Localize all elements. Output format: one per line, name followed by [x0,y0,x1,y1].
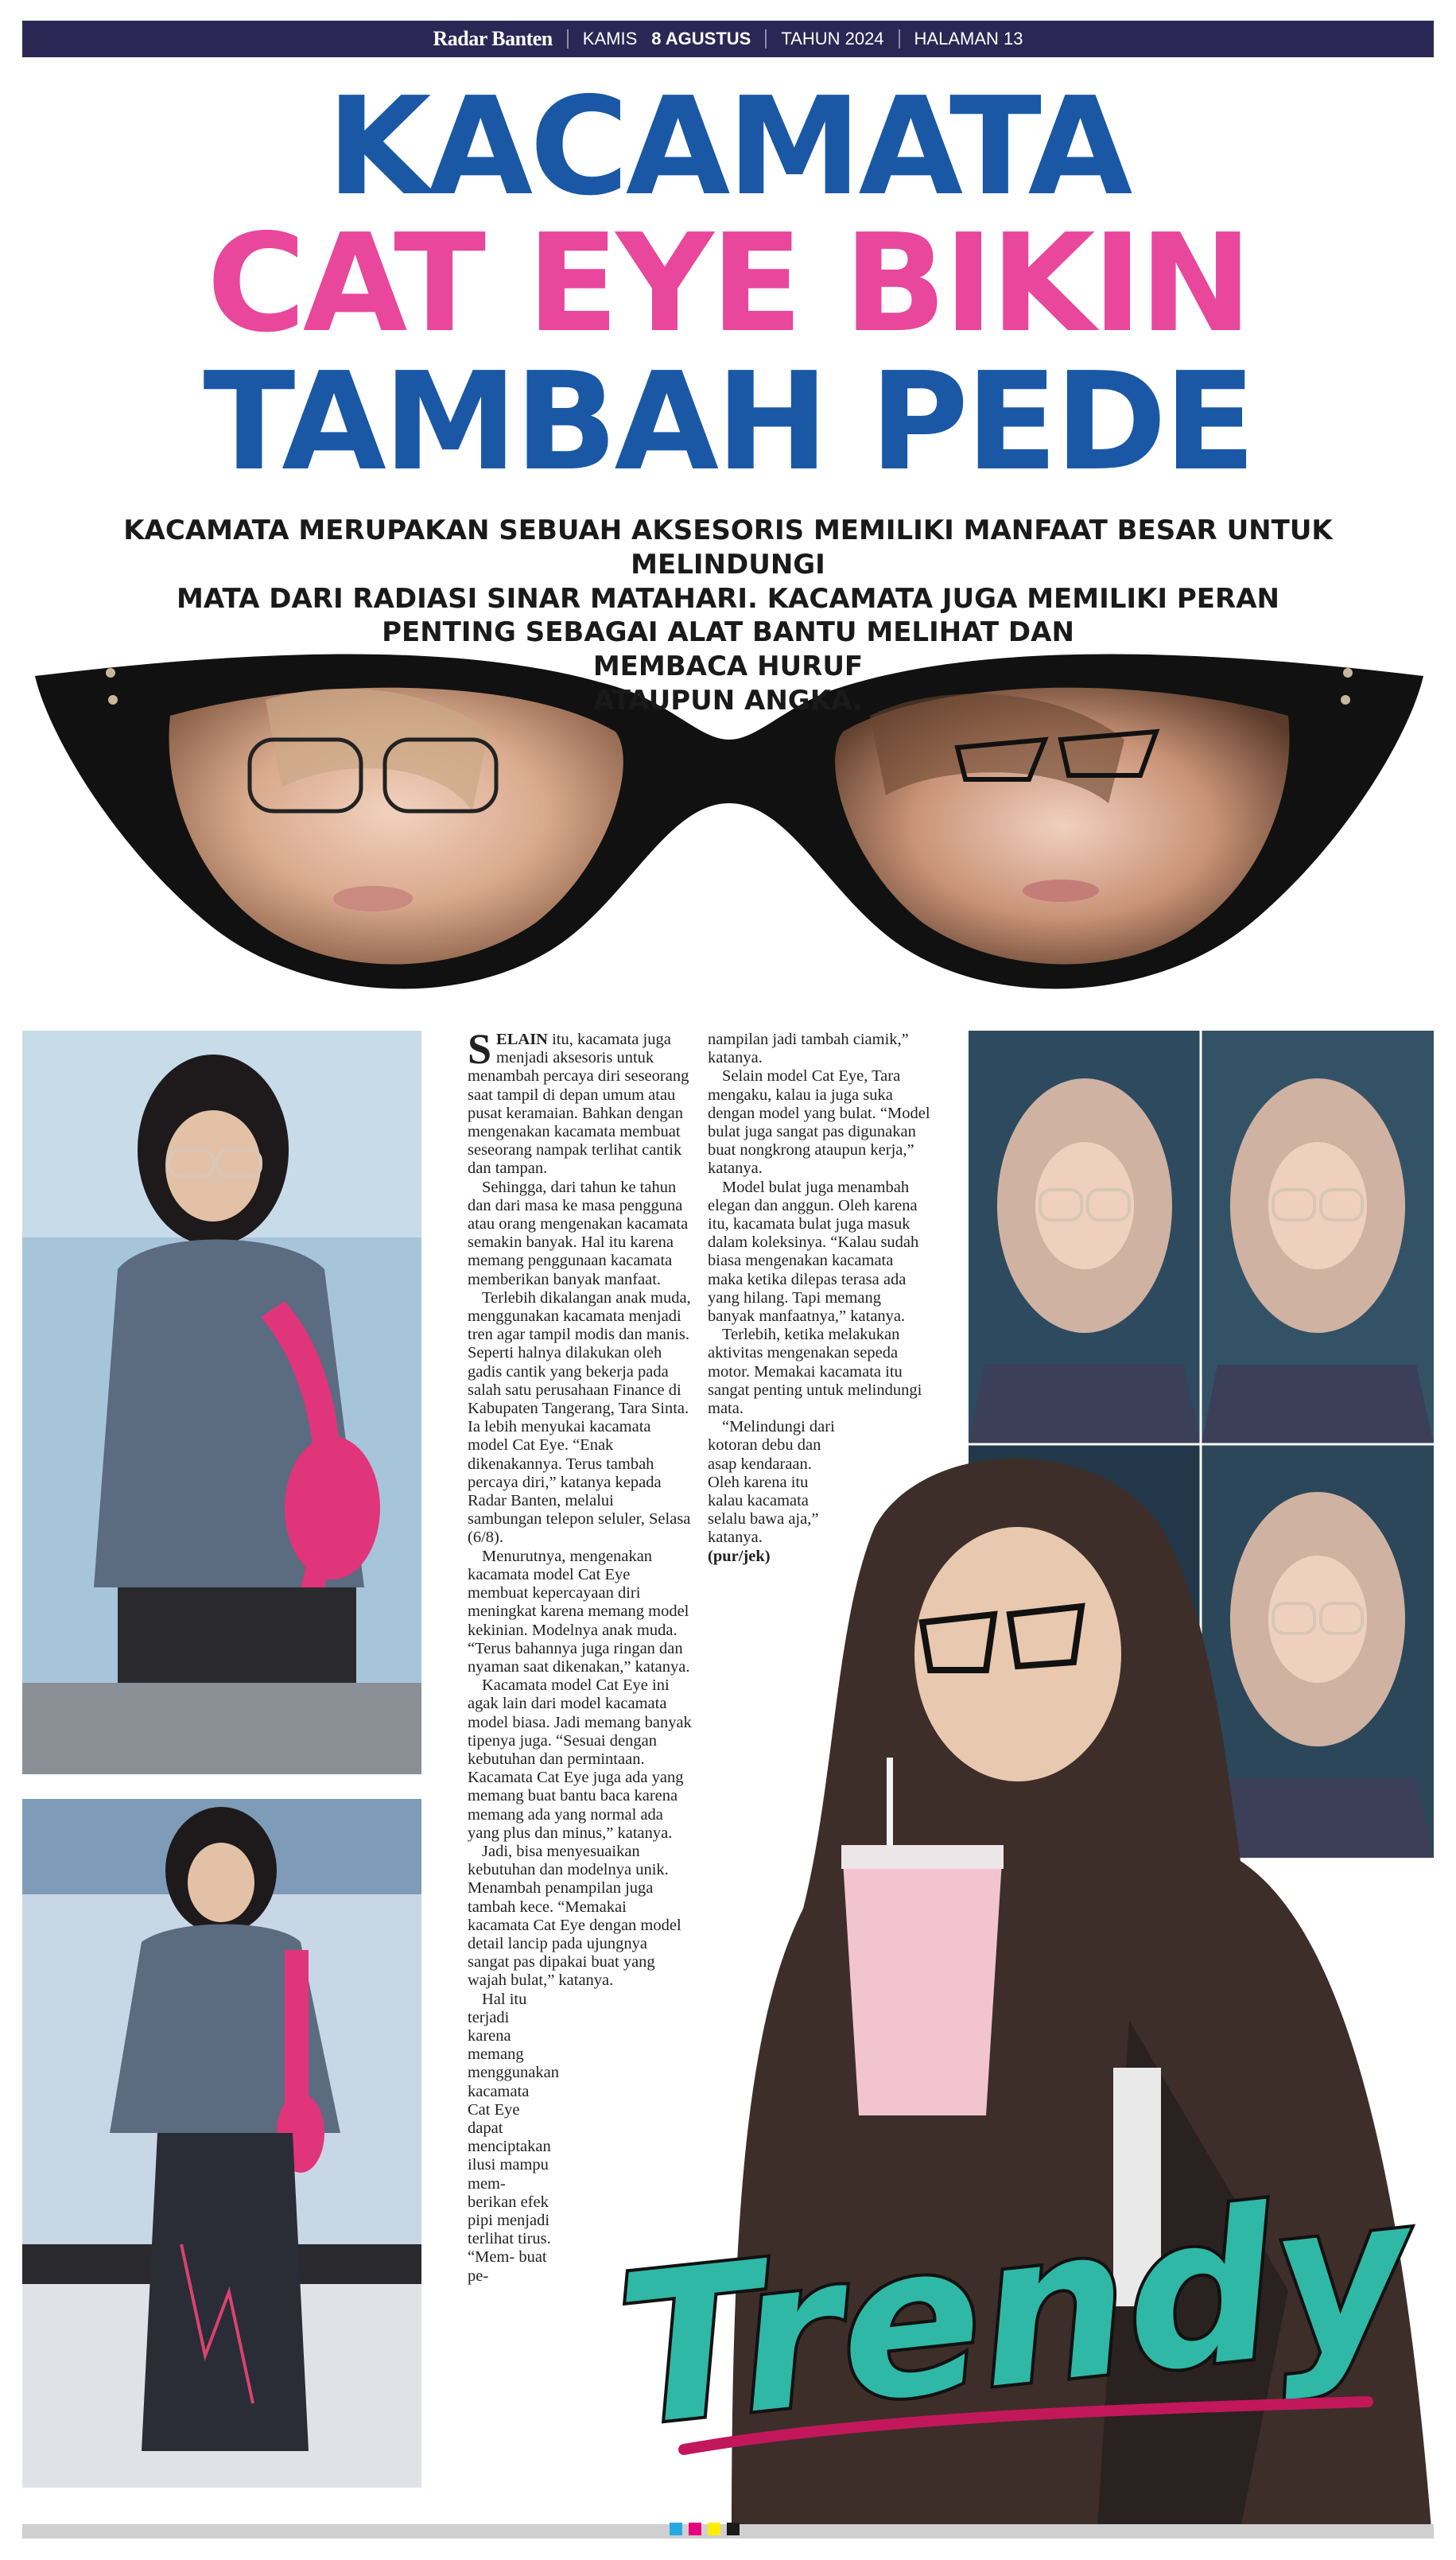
swatch [727,2523,740,2535]
trendy-lettering [588,2147,1431,2481]
trendy-word: Trendy [608,2151,1420,2473]
lede-line: MATA DARI RADIASI SINAR MATAHARI. KACAMATA JUGA MEMILIKI PERAN [177,582,1279,615]
lede-line: PENTING SEBAGAI ALAT BANTU MELIHAT DAN [382,616,1074,649]
article-paragraph [468,1025,692,1179]
photo-woman-seated [22,1031,421,1774]
article-paragraph: “Melindungi dari kotoran debu dan asap kendaraan. Oleh karena itu kalau kacamata selalu bawa aja,” katanya. [708,1418,835,1547]
article-paragraph: Sehingga, dari tahun ke tahun dan dari masa ke masa pengguna atau orang mengenakan kacamata semakin banyak. Hal itu karena memang penggunaan kacamata memberikan banyak manfaat. [468,1178,689,1288]
swatch [689,2523,701,2535]
divider [567,29,569,49]
header-date: 8 AGUSTUS [651,29,751,49]
divider [765,29,767,49]
swatch [708,2523,720,2535]
lede-line: ATAUPUN ANGKA. [593,685,863,717]
headline-line-3: TAMBAH PEDE [203,344,1253,501]
article-column-1 [468,1025,692,2286]
lede [64,514,1392,718]
headline-line-2: CAT EYE BIKIN [207,205,1249,363]
header-page: HALAMAN 13 [914,29,1023,49]
lede-line: MEMBACA HURUF [592,651,864,683]
article-paragraph: Menurutnya, mengenakan kacamata model Cat Eye membuat kepercayaan diri meningkat karena memang model kekinian. Modelnya anak muda. “Terus bahannya juga ringan dan nyaman saat dikenakan,” katanya. [468,1547,690,1676]
article-paragraph: Kacamata model Cat Eye ini agak lain dari model kacamata model biasa. Jadi memang banyak tipenya juga. “Sesuai dengan kebutuhan dan permintaan. Kacamata Cat Eye juga ada yang memang buat bantu baca karena memang ada yang normal ada yang plus dan minus,” katanya. [468,1676,692,1842]
dropcap: S [468,1025,492,1073]
author-credit: (pur/jek) [708,1547,771,1565]
article-paragraph: nampilan jadi tambah ciamik,” katanya. [708,1031,909,1067]
paragraph-text: itu, kacamata juga menjadi aksesoris untuk menambah percaya diri seseorang saat tampil di depan umum atau pusat keramaian. Bahkan dengan mengenakan kacamata membuat seseorang nampak terlihat cantik dan tampan. [468,1031,689,1178]
header-day: KAMIS [582,29,638,49]
article-paragraph: Model bulat juga menambah elegan dan anggun. Oleh karena itu, kacamata bulat juga masuk dalam koleksinya. “Kalau sudah biasa mengenakan kacamata maka ketika dilepas terasa ada yang hilang. Tapi memang banyak manfaatnya,” katanya. [708,1178,919,1326]
lead-word: ELAIN [496,1031,548,1048]
article-paragraph: Terlebih dikalangan anak muda, menggunakan kacamata menjadi tren agar tampil modis dan manis. Seperti halnya dilakukan oleh gadis cantik yang bekerja pada salah satu perusahaan Finance di Kabupaten Tangerang, Tara Sinta. Ia lebih menyukai kacamata model Cat Eye. “Enak dikenakannya. Terus tambah percaya diri,” katanya kepada Radar Banten, melalui sambungan telepon seluler, Selasa (6/8). [468,1288,691,1547]
headline-line-1: KACAMATA [326,68,1130,226]
lede-line: KACAMATA MERUPAKAN SEBUAH AKSESORIS MEMILIKI MANFAAT BESAR UNTUK MELINDUNGI [123,515,1333,581]
photo-woman-standing [22,1799,421,2488]
header-year: TAHUN 2024 [781,29,884,49]
swatch [670,2523,682,2535]
divider [899,29,900,49]
article-paragraph: Hal itu terjadi karena memang menggunakan kacamata Cat Eye dapat menciptakan ilusi mampu mem- berikan efek pipi menjadi terlihat tirus. “Mem- buat pe- [468,1990,559,2285]
color-registration-swatches [670,2523,740,2535]
article-paragraph: Jadi, bisa menyesuaikan kebutuhan dan modelnya unik. Menambah penampilan juga tambah kece. “Memakai kacamata Cat Eye dengan model detail lancip pada ujungnya sangat pas dipakai buat yang wajah bulat,” katanya. [468,1842,681,1990]
article-paragraph: Terlebih, ketika melakukan aktivitas mengenakan sepeda motor. Memakai kacamata itu sangat penting untuk melindungi mata. [708,1326,922,1418]
article-paragraph: Selain model Cat Eye, Tara mengaku, kalau ia juga suka dengan model yang bulat. “Model bulat juga sangat pas digunakan buat nongkrong ataupun kerja,” katanya. [708,1067,930,1178]
page-header [22,21,1434,57]
article-column-2 [708,1031,932,1566]
brand-name: Radar Banten [433,27,553,50]
